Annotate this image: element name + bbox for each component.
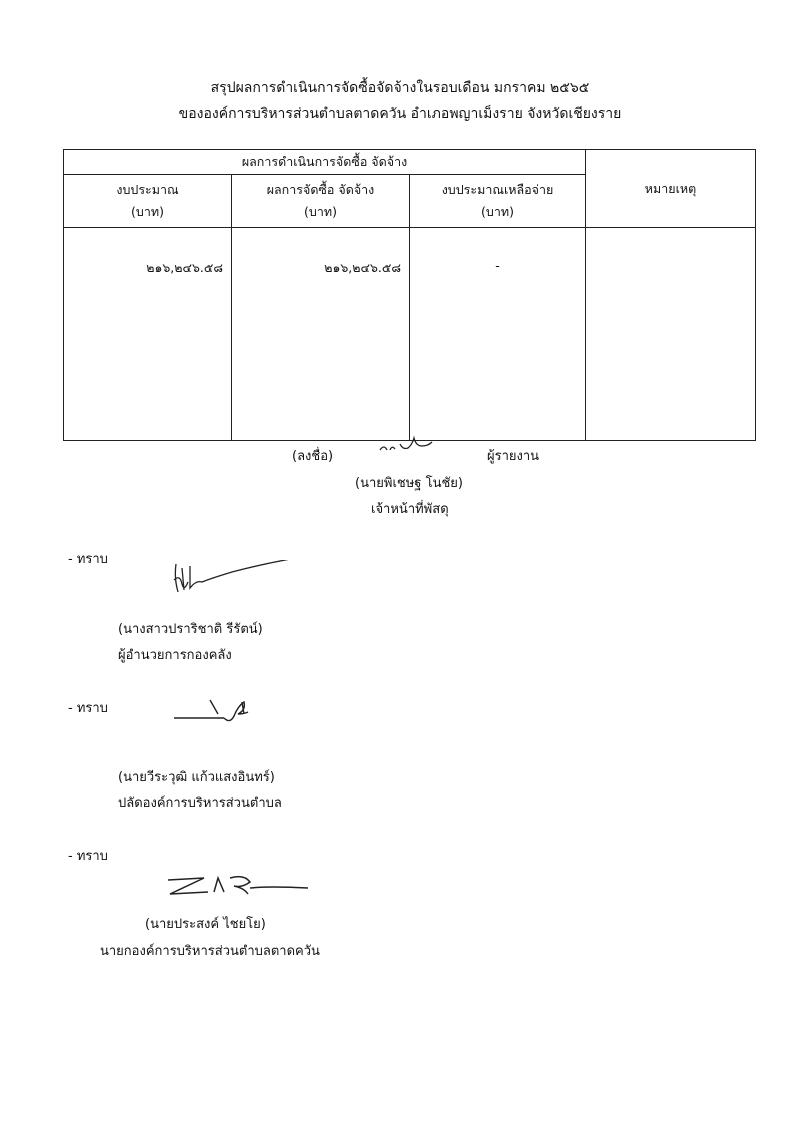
- column-label: งบประมาณ: [116, 182, 179, 197]
- table-row: [64, 228, 756, 441]
- document-subtitle: ขององค์การบริหารส่วนตำบลตาดควัน อำเภอพญาเม็งราย จังหวัดเชียงราย: [178, 106, 622, 122]
- column-label: งบประมาณเหลือจ่าย: [441, 182, 554, 197]
- column-header-result: [232, 175, 410, 228]
- ack-name: (นายวีระวุฒิ แก้วแสงอินทร์): [118, 770, 275, 785]
- ack-name: (นายประสงค์ ไชยโย): [145, 917, 266, 932]
- document-title: สรุปผลการดำเนินการจัดซื้อจัดจ้างในรอบเดือน มกราคม ๒๕๖๕: [210, 80, 590, 96]
- ack-signature: [166, 870, 312, 900]
- column-unit: (บาท): [304, 204, 337, 219]
- ack-label: - ทราบ: [68, 849, 108, 864]
- remark-header: หมายเหตุ: [586, 150, 756, 228]
- column-header-remaining: [410, 175, 586, 228]
- ack-signature: [168, 560, 303, 596]
- ack-position: นายกองค์การบริหารส่วนตำบลตาดควัน: [100, 944, 320, 959]
- cell-remark: [586, 228, 756, 441]
- reporter-role: ผู้รายงาน: [487, 449, 540, 464]
- ack-position: ปลัดองค์การบริหารส่วนตำบล: [118, 796, 282, 811]
- cell-result: ๒๑๖,๒๔๖.๕๘: [232, 228, 410, 441]
- group-header: ผลการดำเนินการจัดซื้อ จัดจ้าง: [64, 150, 586, 175]
- sign-prefix: (ลงชื่อ): [292, 449, 334, 464]
- reporter-position: เจ้าหน้าที่พัสดุ: [371, 502, 449, 517]
- reporter-name: (นายพิเชษฐ โนชัย): [355, 476, 463, 491]
- ack-label: - ทราบ: [68, 552, 108, 567]
- cell-budget: ๒๑๖,๒๔๖.๕๘: [64, 228, 232, 441]
- procurement-summary-table: [63, 149, 756, 441]
- ack-signature: [172, 696, 264, 732]
- ack-position: ผู้อำนวยการกองคลัง: [118, 648, 232, 663]
- reporter-signature: [378, 432, 448, 456]
- cell-remaining: -: [410, 228, 586, 441]
- column-label: ผลการจัดซื้อ จัดจ้าง: [266, 182, 375, 197]
- column-unit: (บาท): [131, 204, 164, 219]
- column-unit: (บาท): [481, 204, 514, 219]
- column-header-budget: [64, 175, 232, 228]
- ack-name: (นางสาวปราริชาติ รีรัตน์): [118, 622, 263, 637]
- ack-label: - ทราบ: [68, 701, 108, 716]
